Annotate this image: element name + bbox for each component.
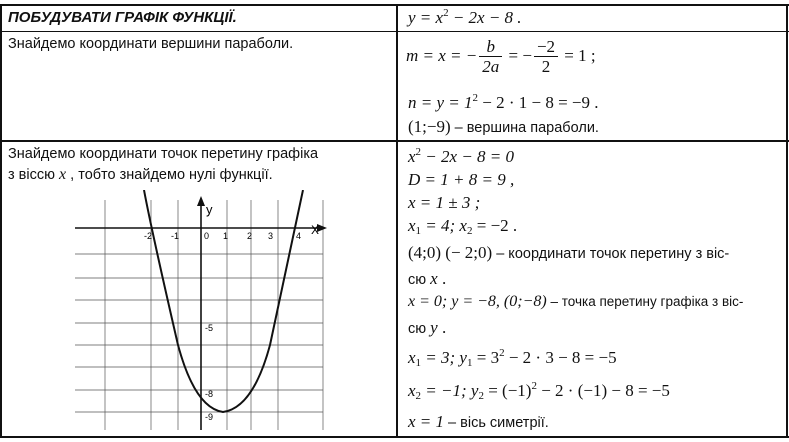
calc2-mid: = −1; y <box>421 381 479 400</box>
m-formula <box>406 37 596 77</box>
calc2-sub2: 2 <box>478 390 484 402</box>
points-text-b: сю <box>408 272 431 288</box>
x-tick-0: 0 <box>204 231 210 241</box>
m-fraction-2 <box>534 37 558 77</box>
calc1-end: − 2 · 3 − 8 = −5 <box>504 348 617 367</box>
n-prefix: n = y = 1 <box>408 93 473 112</box>
discriminant-line <box>408 170 514 190</box>
calc2-end: − 2 · (−1) − 8 = −5 <box>536 381 670 400</box>
function-exp: 2 <box>443 7 449 19</box>
y-tick-minus8: -8 <box>205 389 214 399</box>
table-border-row1 <box>0 31 789 32</box>
y-tick-minus5: -5 <box>205 323 214 333</box>
d-line: D = 1 + 8 = 9 , <box>408 170 515 189</box>
x-intercepts-line-2 <box>408 269 446 289</box>
m-fraction-1 <box>479 37 502 77</box>
function-suffix: − 2x − 8 . <box>448 8 522 27</box>
symmetric-point-1 <box>408 347 617 369</box>
table-border-top <box>0 4 789 6</box>
vertex-text: – вершина параболи. <box>450 120 599 136</box>
n-exp: 2 <box>472 92 478 104</box>
calc2-exp: 2 <box>531 380 537 392</box>
y-tick-minus9: -9 <box>205 412 214 422</box>
yint-text-a: – точка перетину графіка з віс- <box>546 294 744 309</box>
x-tick-1: 1 <box>223 231 229 241</box>
m-frac-den: 2a <box>482 57 500 76</box>
calc1-x: x <box>408 348 416 367</box>
calc2-sub: 2 <box>415 390 422 402</box>
parabola-curve <box>144 190 303 412</box>
roots-line <box>408 216 517 237</box>
roots-end: = −2 . <box>472 216 518 235</box>
table-border-left <box>0 4 2 438</box>
root-formula-line <box>408 193 480 213</box>
x-tick-minus1: -1 <box>171 231 180 241</box>
vertex-result <box>408 117 599 137</box>
x-tick-2: 2 <box>247 231 253 241</box>
table-border-row2 <box>0 140 789 142</box>
eq-prefix: x <box>408 147 416 166</box>
m-frac2-num: −2 <box>534 37 558 57</box>
function-formula <box>408 7 522 28</box>
roots-mid: = 4; x <box>421 216 467 235</box>
x-tick-3: 3 <box>268 231 274 241</box>
calc1-eq: = 3 <box>472 348 500 367</box>
roots-sub1: 1 <box>415 225 422 237</box>
y-intercept-line-2 <box>408 318 446 338</box>
vertex-math: (1;−9) <box>408 117 451 136</box>
yint-math: x = 0; y = −8, (0;−8) <box>408 293 547 310</box>
n-suffix: − 2 · 1 − 8 = −9 . <box>478 93 599 112</box>
calc1-sub: 1 <box>415 357 422 369</box>
calc1-exp: 2 <box>499 347 505 359</box>
function-prefix: y = x <box>408 8 444 27</box>
roots-x1: x <box>408 216 416 235</box>
y-axis-arrow <box>197 196 205 206</box>
zeros-line2-a: з віссю <box>8 167 60 183</box>
n-formula <box>408 92 599 113</box>
vertex-instruction: Знайдемо координати вершини параболи. <box>8 36 294 52</box>
m-prefix: m = x = − <box>406 45 478 65</box>
eq-suffix: − 2x − 8 = 0 <box>421 147 515 166</box>
x-tick-minus2: -2 <box>144 231 153 241</box>
yint-text-b: сю <box>408 321 431 337</box>
zeros-line2-var: x <box>59 166 67 183</box>
sym-text: – вісь симетрії. <box>444 415 549 431</box>
calc2-eq: = (−1) <box>483 381 532 400</box>
axis-of-symmetry-line <box>408 412 549 432</box>
yint-text-end: . <box>437 318 447 337</box>
zeros-line2-b: , тобто знайдемо нулі функції. <box>66 167 273 183</box>
calc1-mid: = 3; y <box>421 348 467 367</box>
parabola-graph <box>55 190 385 440</box>
calc1-sub2: 1 <box>466 357 473 369</box>
zeros-instruction-line2 <box>8 164 273 186</box>
x-tick-4: 4 <box>296 231 302 241</box>
y-intercept-line <box>408 293 743 311</box>
m-frac-num: b <box>479 37 502 57</box>
y-axis-label: y <box>206 202 213 217</box>
sym-math: x = 1 <box>408 412 445 431</box>
roots-sub2: 2 <box>466 225 473 237</box>
m-result: = 1 ; <box>560 45 596 65</box>
zeros-instruction-line1: Знайдемо координати точок перетину графіка <box>8 146 319 162</box>
yint-text-var: y <box>430 318 438 337</box>
calc2-x: x <box>408 381 416 400</box>
task-title: ПОБУДУВАТИ ГРАФІК ФУНКЦІЇ. <box>8 9 237 26</box>
x-line: x = 1 ± 3 ; <box>408 193 481 212</box>
points-text-var: x <box>430 269 438 288</box>
points-math: (4;0) (− 2;0) <box>408 243 493 262</box>
table-border-middle <box>396 4 398 438</box>
m-frac2-den: 2 <box>541 57 551 76</box>
x-intercepts-line <box>408 243 729 263</box>
table-border-right <box>786 4 788 438</box>
x-axis-label: X <box>311 223 320 237</box>
symmetric-point-2 <box>408 380 670 402</box>
points-text-end: . <box>437 269 447 288</box>
quadratic-equation <box>408 146 514 167</box>
eq-exp: 2 <box>415 146 422 158</box>
m-eq: = − <box>504 45 532 65</box>
points-text-a: – координати точок перетину з віс- <box>492 246 730 262</box>
